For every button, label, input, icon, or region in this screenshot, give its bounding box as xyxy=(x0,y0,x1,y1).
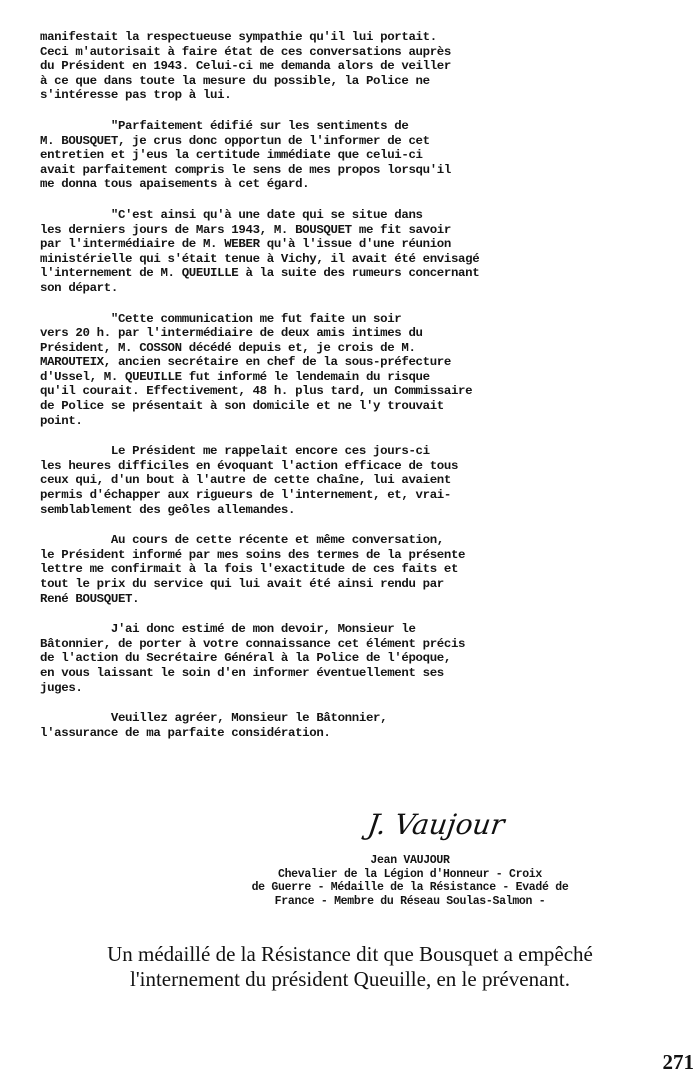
letter-body xyxy=(40,30,640,740)
letter-line: de Police se présentait à son domicile et ne l'y trouvait xyxy=(40,399,444,414)
paragraph-2 xyxy=(40,119,640,192)
letter-line: avait parfaitement compris le sens de mes propos lorsqu'il xyxy=(40,162,451,177)
signatory-name: Jean VAUJOUR xyxy=(370,854,450,867)
letter-line: M. BOUSQUET, je crus donc opportun de l'informer de cet xyxy=(40,133,430,148)
letter-line: les derniers jours de Mars 1943, M. BOUSQUET me fit savoir xyxy=(40,222,451,237)
letter-line: le Président informé par mes soins des termes de la présente xyxy=(40,547,466,562)
paragraph-4 xyxy=(40,312,640,429)
letter-line: l'internement de M. QUEUILLE à la suite des rumeurs concernant xyxy=(40,266,480,281)
letter-line: son départ. xyxy=(40,280,118,295)
letter-line: par l'intermédiaire de M. WEBER qu'à l'issue d'une réunion xyxy=(40,237,451,252)
closing-formula xyxy=(40,711,640,740)
letter-line: à ce que dans toute la mesure du possible, la Police ne xyxy=(40,73,430,88)
letter-line: Au cours de cette récente et même conversation, xyxy=(40,533,444,548)
letter-line: "Parfaitement édifié sur les sentiments de xyxy=(40,118,409,133)
letter-line: semblablement des geôles allemandes. xyxy=(40,502,296,517)
letter-line: les heures difficiles en évoquant l'action efficace de tous xyxy=(40,458,459,473)
letter-line: Président, M. COSSON décédé depuis et, je crois de M. xyxy=(40,340,416,355)
signatory-block xyxy=(175,854,645,908)
letter-line: "Cette communication me fut faite un soir xyxy=(40,311,402,326)
paragraph-7 xyxy=(40,622,640,695)
letter-line: Le Président me rappelait encore ces jours-ci xyxy=(40,444,430,459)
signatory-title: de Guerre - Médaille de la Résistance - Evadé de xyxy=(251,881,569,894)
letter-line: en vous laissant le soin d'en informer éventuellement ses xyxy=(40,665,444,680)
figure-caption xyxy=(0,942,700,992)
letter-line: Veuillez agréer, Monsieur le Bâtonnier, xyxy=(40,711,388,726)
letter-line: ministérielle qui s'était tenue à Vichy, il avait été envisagé xyxy=(40,251,480,266)
letter-line: ceux qui, d'un bout à l'autre de cette chaîne, lui avaient xyxy=(40,473,451,488)
letter-line: s'intéresse pas trop à lui. xyxy=(40,88,232,103)
letter-line: J'ai donc estimé de mon devoir, Monsieur le xyxy=(40,622,416,637)
signatory-title: France - Membre du Réseau Soulas-Salmon - xyxy=(274,894,546,908)
paragraph-1 xyxy=(40,30,640,103)
letter-line: juges. xyxy=(40,680,83,695)
caption-line: Un médaillé de la Résistance dit que Bousquet a empêché xyxy=(107,942,593,966)
page-number: 271 xyxy=(662,1050,694,1074)
letter-line: vers 20 h. par l'intermédiaire de deux amis intimes du xyxy=(40,326,423,341)
letter-line: Ceci m'autorisait à faire état de ces conversations auprès xyxy=(40,44,451,59)
letter-line: René BOUSQUET. xyxy=(40,591,140,606)
signatory-title: Chevalier de la Légion d'Honneur - Croix xyxy=(277,867,543,881)
paragraph-3 xyxy=(40,208,640,296)
paragraph-6 xyxy=(40,533,640,606)
paragraph-5 xyxy=(40,444,640,517)
letter-line: entretien et j'eus la certitude immédiate que celui-ci xyxy=(40,148,423,163)
handwritten-signature: J. Vaujour xyxy=(365,808,507,841)
letter-line: manifestait la respectueuse sympathie qu'il lui portait. xyxy=(40,30,437,44)
letter-line: MAROUTEIX, ancien secrétaire en chef de la sous-préfecture xyxy=(40,355,451,370)
caption-line: l'internement du président Queuille, en le prévenant. xyxy=(130,967,570,991)
letter-line: permis d'échapper aux rigueurs de l'internement, et, vrai- xyxy=(40,488,451,503)
letter-line: "C'est ainsi qu'à une date qui se situe dans xyxy=(40,207,423,222)
letter-line: d'Ussel, M. QUEUILLE fut informé le lendemain du risque xyxy=(40,369,430,384)
letter-line: de l'action du Secrétaire Général à la Police de l'époque, xyxy=(40,651,451,666)
letter-line: l'assurance de ma parfaite considération. xyxy=(40,725,331,740)
letter-line: du Président en 1943. Celui-ci me demanda alors de veiller xyxy=(40,59,451,74)
letter-line: tout le prix du service qui lui avait été ainsi rendu par xyxy=(40,577,444,591)
letter-line: me donna tous apaisements à cet égard. xyxy=(40,177,310,192)
letter-line: qu'il courait. Effectivement, 48 h. plus tard, un Commissaire xyxy=(40,384,473,399)
letter-line: lettre me confirmait à la fois l'exactitude de ces faits et xyxy=(40,562,459,577)
letter-line: point. xyxy=(40,413,83,428)
letter-line: Bâtonnier, de porter à votre connaissance cet élément précis xyxy=(40,636,466,651)
